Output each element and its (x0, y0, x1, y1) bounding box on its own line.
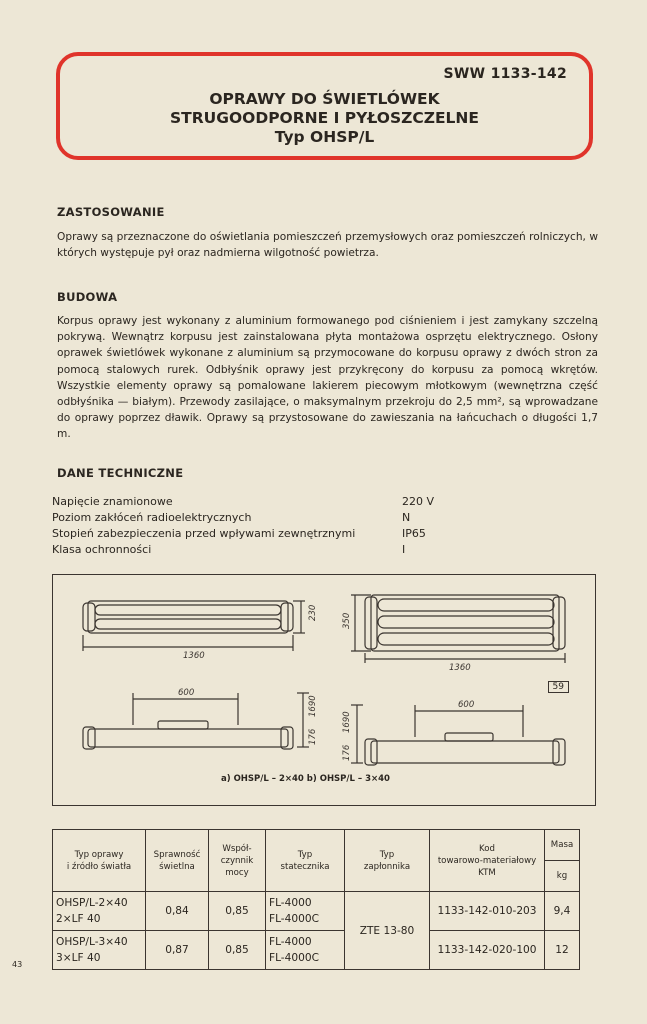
spec-value: IP65 (402, 527, 426, 540)
drawing-caption: a) OHSP/L – 2×40 b) OHSP/L – 3×40 (221, 774, 390, 784)
zastosowanie-text: Oprawy są przeznaczone do oświetlania pomieszczeń przemysłowych oraz pomieszczeń rolniczych, w których występuje pył oraz nadmierna wilgotność powietrza. (57, 231, 598, 260)
page-number: 43 (12, 960, 23, 969)
luminaire-b-side-view (351, 705, 565, 765)
dim-a-depth: 176 (308, 728, 318, 745)
dim-a-span: 600 (178, 688, 195, 698)
spec-label: Napięcie znamionowe (52, 495, 173, 508)
product-table (52, 829, 580, 970)
spec-row (52, 510, 482, 526)
spec-list (52, 494, 482, 558)
header-typ: Typ oprawy i źródło światła (53, 830, 146, 892)
cell-zaplonnik: ZTE 13-80 (345, 892, 430, 970)
dane-heading: DANE TECHNICZNE (57, 466, 184, 480)
table-row (53, 931, 580, 970)
cell-wspolczynnik: 0,85 (209, 892, 266, 931)
spec-value: 220 V (402, 495, 435, 508)
header-kod: Kod towarowo-materiałowy KTM (430, 830, 545, 892)
header-zaplonnik: Typ zapłonnika (345, 830, 430, 892)
spec-row (52, 494, 482, 510)
dim-b-chain: 1690 (342, 711, 352, 733)
spec-row (52, 526, 482, 542)
cell-sprawnosc: 0,84 (146, 892, 209, 931)
luminaire-b-top-view (351, 595, 565, 663)
dim-a-height: 230 (308, 604, 318, 621)
title-line-1: OPRAWY DO ŚWIETLÓWEK (209, 90, 440, 108)
dim-b-span: 600 (458, 700, 475, 710)
table-header-row (53, 830, 580, 861)
dim-b-length: 1360 (449, 663, 471, 673)
drawing-svg (53, 575, 597, 807)
figure-number: 59 (548, 681, 569, 693)
spec-label: Klasa ochronności (52, 543, 152, 556)
cell-typ: OHSP/L-2×40 2×LF 40 (53, 892, 146, 931)
header-sprawnosc: Sprawność świetlna (146, 830, 209, 892)
spec-value: I (402, 543, 406, 556)
cell-kod: 1133-142-010-203 (430, 892, 545, 931)
header-frame (56, 52, 593, 160)
page-title (60, 90, 589, 147)
cell-masa: 9,4 (545, 892, 580, 931)
spec-value: N (402, 511, 411, 524)
cell-statecznik: FL-4000 FL-4000C (266, 892, 345, 931)
dim-b-depth: 176 (342, 744, 352, 761)
header-masa: Masa (545, 830, 580, 861)
cell-masa: 12 (545, 931, 580, 970)
zastosowanie-heading: ZASTOSOWANIE (57, 205, 165, 219)
cell-wspolczynnik: 0,85 (209, 931, 266, 970)
cell-sprawnosc: 0,87 (146, 931, 209, 970)
spec-label: Stopień zabezpieczenia przed wpływami zewnętrznymi (52, 527, 356, 540)
budowa-text: Korpus oprawy jest wykonany z aluminium formowanego pod ciśnieniem i jest zamykany szczelną pokrywą. Wewnątrz korpusu jest zainstalowana płyta montażowa osprzętu elektrycznego. Osłony oprawek świetlówek wykonane z aluminium są przymocowane do korpusu oprawy z dwóch stron za pomocą stalowych rurek. Odbłyśnik oprawy jest przykręcony do korpusu za pomocą wkrętów. Wszystkie elementy oprawy są pomalowane lakierem piecowym młotkowym (wewnętrzna część odbłyśnika — białym). Przewody zasilające, o maksymalnym przekroju do 2,5 mm², są wprowadzane do oprawy poprzez dławik. Oprawy są przystosowane do zawieszania na łańcuchach o długości 1,7 m. (57, 315, 598, 441)
title-line-3: Typ OHSP/L (274, 128, 375, 146)
technical-drawing (52, 574, 596, 806)
budowa-heading: BUDOWA (57, 290, 118, 304)
catalog-code: SWW 1133-142 (443, 66, 567, 82)
dim-a-length: 1360 (183, 651, 205, 661)
luminaire-a-side-view (83, 693, 309, 749)
spec-label: Poziom zakłóceń radioelektrycznych (52, 511, 252, 524)
luminaire-a-top-view (83, 601, 305, 651)
header-statecznik: Typ statecznika (266, 830, 345, 892)
table-row (53, 892, 580, 931)
dim-b-height: 350 (342, 612, 352, 629)
cell-typ: OHSP/L-3×40 3×LF 40 (53, 931, 146, 970)
title-line-2: STRUGOODPORNE I PYŁOSZCZELNE (170, 109, 479, 127)
cell-statecznik: FL-4000 FL-4000C (266, 931, 345, 970)
cell-kod: 1133-142-020-100 (430, 931, 545, 970)
spec-row (52, 542, 482, 558)
header-wspolczynnik: Współ- czynnik mocy (209, 830, 266, 892)
header-masa-unit: kg (545, 861, 580, 892)
dim-a-chain: 1690 (308, 695, 318, 717)
